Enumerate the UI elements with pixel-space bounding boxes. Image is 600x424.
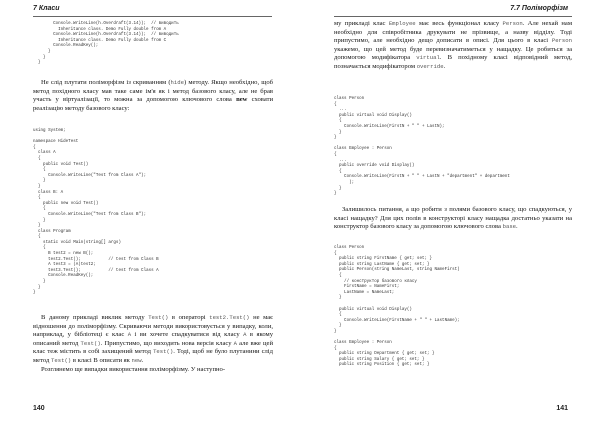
right-paragraph-polymorphism: му прикладі клас Employee має весь функціонал класу Person. Але нехай нам необхідно для співробітника друкувати не прізвище, а назву відділу. Тоді припустимо, але необхідно дещо дописати в описі. Для цього в класі Person укажемо, що цей метод буде перевизначатиметься у нащадку. Це робиться за допомогою модифікатора virtual. В похідному класі відповідний метод, позначається модифікатором override. — [334, 20, 573, 70]
left-paragraph-continued: Розглянемо ще випадки використання поліморфізму. У наступно- — [41, 365, 226, 373]
right-code-constructor: class Person { public string FirstName { get; set; } public string LastName { get; set; } public Person(string NameLast, string NameFirst) { // конструктор базового класу FirstName = NameFirst; LastName = NameLast; } public virtual void Display() { Console.WriteLine(FirstName + " " + LastName); } } class Employee : Person { public string Department { get; set; } public string Salary { get; set; } public string Position { get; set; } — [334, 246, 460, 368]
left-code-fragment-top: Console.WriteLine(h.Overdraft(3.14)); // виводить Inheritance class. Demo Fully double from A Console.WriteLine(h.Overdraft(3.14)); // виводить Inheritance class. Demo Fully double from C Console.ReadKey(); } } } — [38, 22, 179, 66]
right-paragraph-base: Залишилось питання, а що робити з полями базового класу, що спадкуються, у класі нащадку? Для цих полів в конструкторі класу нащадка достатньо указати на конструктор базового класу за допомогою ключового слова base. — [334, 206, 572, 231]
left-running-header: 7 Класи — [33, 5, 60, 12]
left-code-hidetest: using System; namespace HideTest { class A { public void Test() { Console.WriteLine("Test from Class A"); } } class B: A { public new void Test() { Console.WriteLine("Test from Class B"); } } class Program { static void Main(string[] args) { B test2 = new B(); test2.Test(); // test from Class B A test3 = (A)test2; test3.Test(); // test from Class A Console.ReadKey(); } } } — [33, 129, 159, 296]
right-page — [300, 0, 600, 424]
left-paragraph-explanation: В даному прикладі виклик методу Test() в операторі test2.Test() не має відношення до поліморфізму. Скриваючи методи використовується у випадку, коли, наприклад, у бібліотеці є клас A і ви хочете спадкуватися від класу A в якому описаний метод Test(). Припустимо, що виходить нова версія класу A але вже цей клас теж містить в собі захищений метод Test(). Тоді, щоб не було плутанини слід метод Test() в класі B описати як new. Розглянемо ще випадки використання поліморфізму. У наступно- — [33, 314, 274, 373]
right-running-header: 7.7 Поліморфізм — [510, 5, 568, 12]
right-header-rule — [334, 16, 572, 17]
left-paragraph-hide: Не слід плутати поліморфізм із скриванням (hide) методу. Якщо необхідно, щоб метод похідного класу мав таке саме ім'я як і метод базового класу, але не брав участь у віртуалізації, то можна за допомогою ключового слова new сховати реалізацію методу базового класу: — [33, 79, 273, 112]
left-page-number: 140 — [33, 405, 45, 412]
right-code-virtual-override: class Person { ... public virtual void Display() { Console.WriteLine(FirstN + " " + LastN); } } class Employee : Person { ... public override void Display() { Console.WriteLine(FirstN + " " + LastN + "department" + department ); } } — [334, 97, 510, 197]
right-page-number: 141 — [556, 405, 568, 412]
left-header-rule — [33, 16, 272, 17]
